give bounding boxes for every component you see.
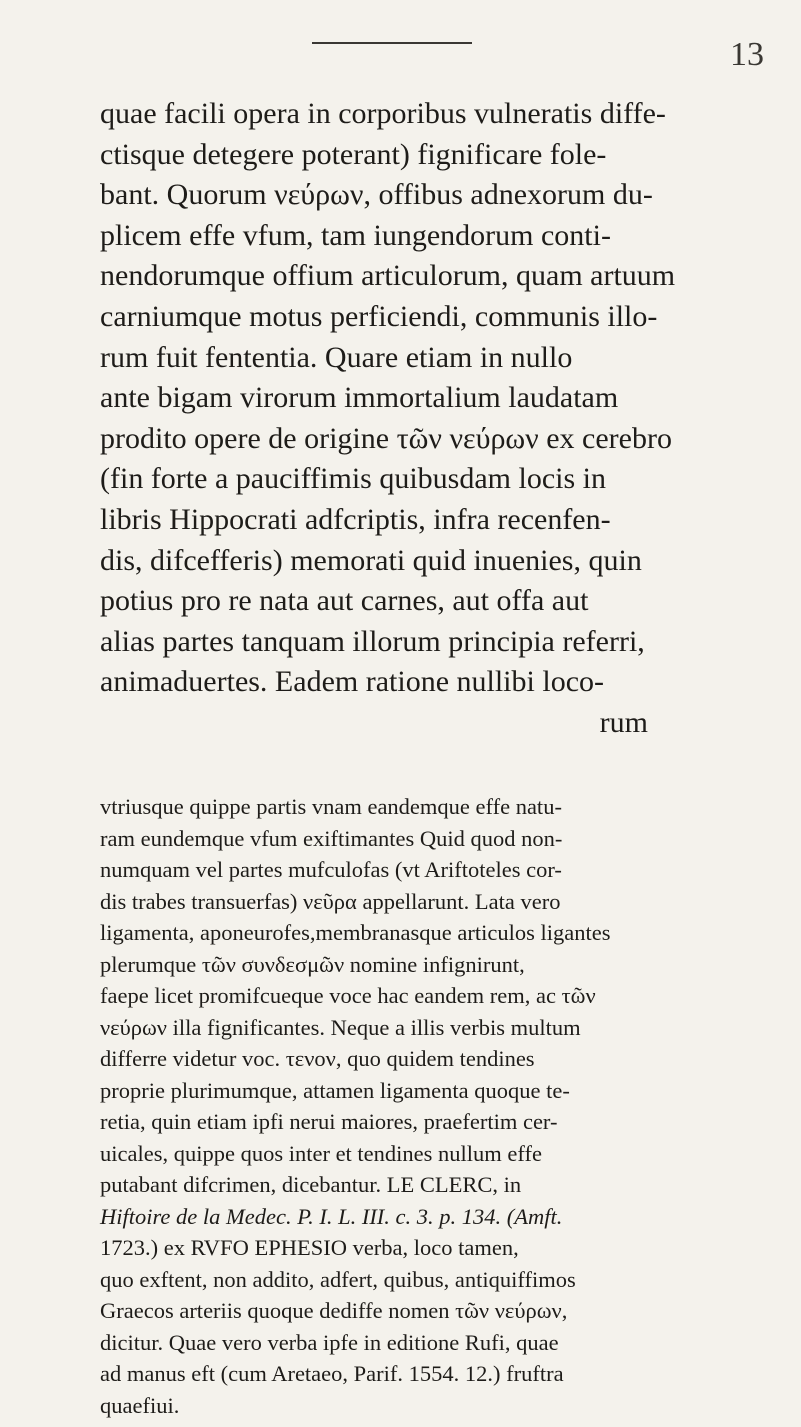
note-line: quo exftent, non addito, adfert, quibus, antiquiffimos — [100, 1266, 576, 1292]
main-line: ante bigam virorum immortalium laudatam — [100, 381, 619, 415]
note-line: proprie plurimumque, attamen ligamenta quoque te- — [100, 1077, 570, 1103]
note-line: putabant difcrimen, dicebantur. LE CLERC, in — [100, 1172, 522, 1197]
main-line: ctisque detegere poterant) fignificare fole- — [100, 137, 607, 171]
note-line: Hiftoire de la Medec. P. I. L. III. c. 3. p. 134. (Amft. — [100, 1203, 563, 1229]
note-line: dicitur. Quae vero verba ipfe in editione Rufi, quae — [100, 1329, 559, 1355]
header-rule — [312, 42, 472, 44]
main-line: dis, difcefferis) memorati quid inuenies, quin — [100, 543, 642, 577]
note-line: νεύρων illa fignificantes. Neque a illis verbis multum — [100, 1014, 581, 1040]
note-line: retia, quin etiam ipfi nerui maiores, praefertim cer- — [100, 1109, 558, 1134]
note-line: ram eundemque vfum exiftimantes Quid quod non- — [100, 825, 563, 851]
main-text-block — [100, 94, 676, 744]
note-line: vtriusque quippe partis vnam eandemque effe natu- — [100, 794, 562, 819]
note-line: dis trabes transuerfas) νεῦρα appellarunt. Lata vero — [100, 888, 561, 914]
main-line: quae facili opera in corporibus vulneratis diffe- — [100, 97, 666, 130]
main-line: prodito opere de origine τῶν νεύρων ex cerebro — [100, 421, 672, 455]
main-line: nendorumque offium articulorum, quam artuum — [100, 259, 676, 293]
footnote-block — [100, 791, 640, 1421]
page-number: 13 — [730, 36, 764, 73]
note-line: faepe licet promifcueque voce hac eandem rem, ac τῶν — [100, 983, 596, 1008]
main-line: (fin forte a pauciffimis quibusdam locis in — [100, 462, 607, 496]
note-line: ad manus eft (cum Aretaeo, Parif. 1554. 12.) fruftra — [100, 1361, 564, 1386]
catchword: rum — [599, 705, 648, 739]
note-line: Graecos arteriis quoque dediffe nomen τῶν νεύρων, — [100, 1298, 568, 1323]
note-line: 1723.) ex RVFO EPHESIO verba, loco tamen, — [100, 1235, 519, 1260]
note-line: ligamenta, aponeurofes,membranasque articulos ligantes — [100, 920, 611, 945]
main-line: potius pro re nata aut carnes, aut offa aut — [100, 584, 589, 618]
main-line: bant. Quorum νεύρων, offibus adnexorum du- — [100, 178, 653, 212]
note-line: plerumque τῶν συνδεσμῶν nomine infignirunt, — [100, 951, 525, 977]
main-line: libris Hippocrati adfcriptis, infra recenfen- — [100, 502, 611, 536]
note-line: quaefiui. — [100, 1392, 180, 1418]
main-line: animaduertes. Eadem ratione nullibi loco- — [100, 665, 604, 699]
main-line: alias partes tanquam illorum principia referri, — [100, 624, 645, 658]
main-line: carniumque motus perficiendi, communis illo- — [100, 299, 658, 333]
main-line: plicem effe vfum, tam iungendorum conti- — [100, 218, 611, 252]
note-line: numquam vel partes mufculofas (vt Ariftoteles cor- — [100, 857, 562, 882]
main-line: rum fuit fententia. Quare etiam in nullo — [100, 340, 573, 374]
note-line: differre videtur voc. τενον, quo quidem tendines — [100, 1046, 535, 1071]
note-line: uicales, quippe quos inter et tendines nullum effe — [100, 1140, 542, 1166]
